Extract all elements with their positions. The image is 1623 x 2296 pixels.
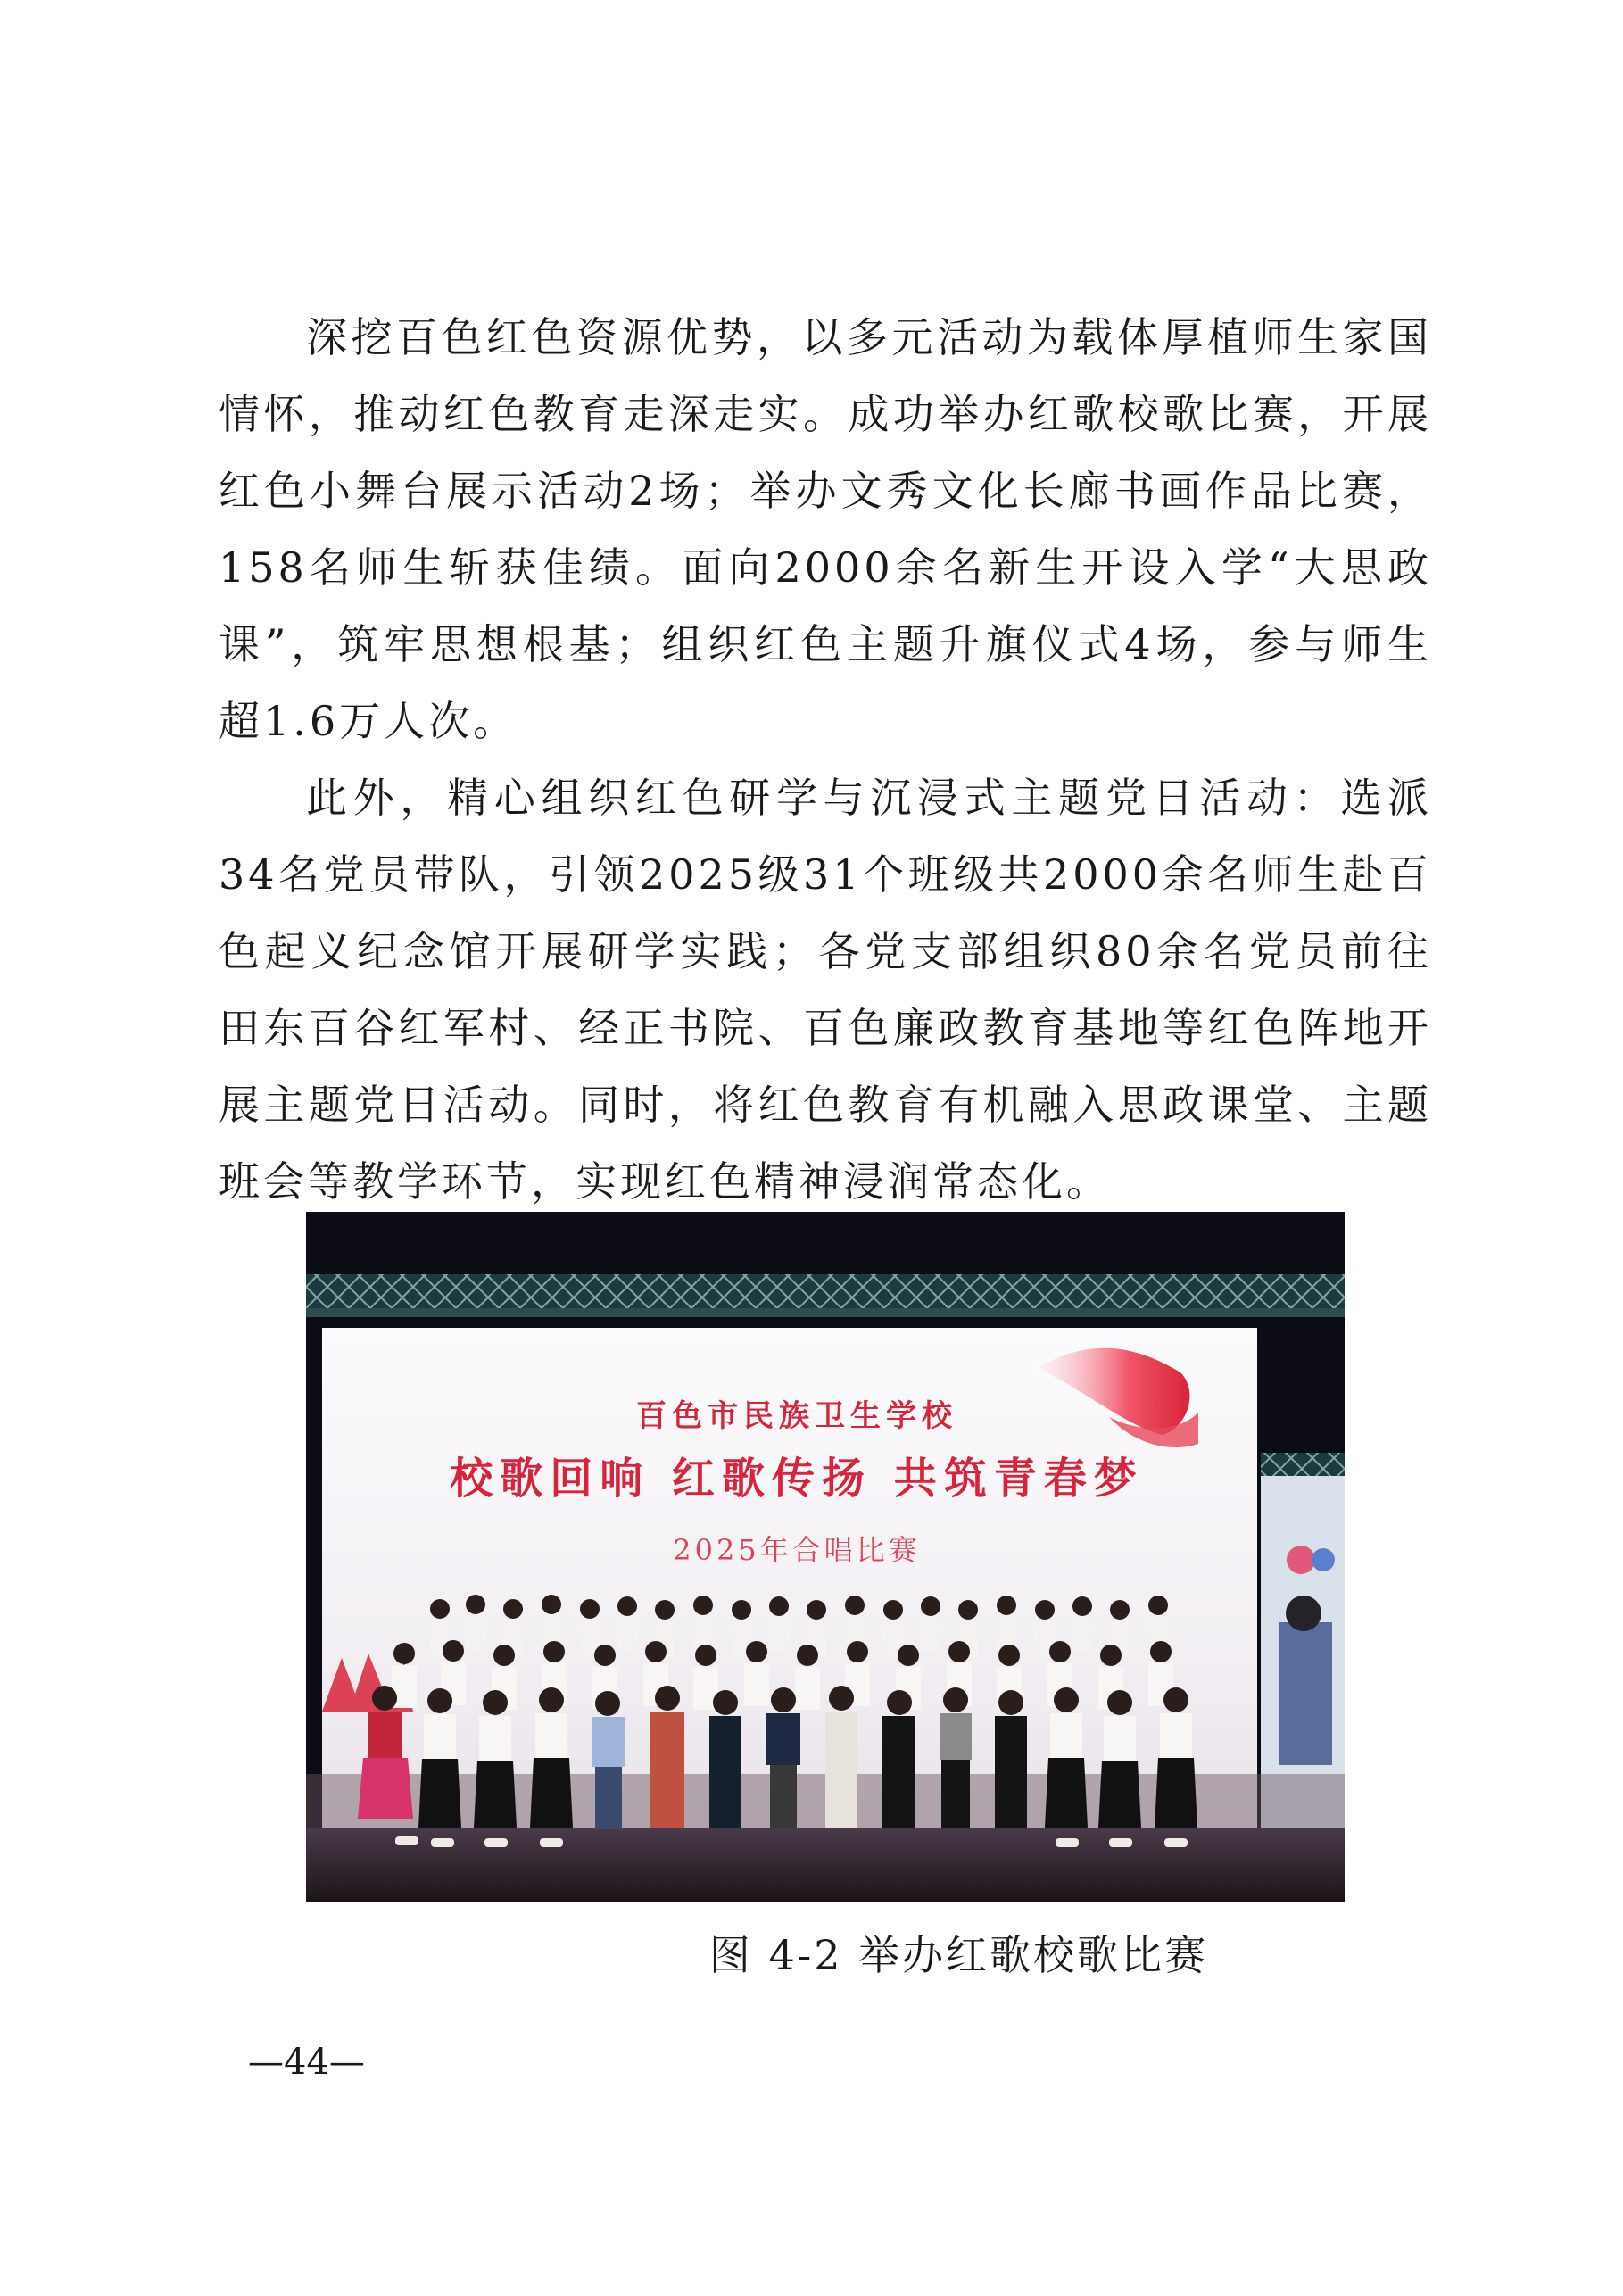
page-number: —44— [248,2042,365,2083]
paragraph-1: 深挖百色红色资源优势，以多元活动为载体厚植师生家国情怀，推动红色教育走深走实。成功举办红歌校歌比赛，开展红色小舞台展示活动2场；举办文秀文化长廊书画作品比赛，158名师生斩获佳绩。面向2000余名新生开设入学“大思政课”，筑牢思想根基；组织红色主题升旗仪式4场，参与师生超1.6万人次。 [219,313,1432,745]
stage-floor [306,1828,1345,1902]
banner-school: 百色市民族卫生学校 [636,1398,957,1434]
figure-caption: 图 4-2 举办红歌校歌比赛 [708,1931,1209,1979]
roof-eave [306,1274,1345,1310]
figure-photo [306,1212,1345,1902]
banner-event: 2025年合唱比赛 [673,1533,921,1567]
paragraph-2: 此外，精心组织红色研学与沉浸式主题党日活动：选派34名党员带队，引领2025级31个班级共2000余名师生赴百色起义纪念馆开展研学实践；各党支部组织80余名党员前往田东百谷红军村、经正书院、百色廉政教育基地等红色阵地开展主题党日活动。同时，将红色教育有机融入思政课堂、主题班会等教学环节，实现红色精神浸润常态化。 [219,774,1432,1206]
choir-photo [306,1212,1345,1902]
body-text [219,299,1432,1220]
banner-slogan: 校歌回响 红歌传扬 共筑青春梦 [450,1454,1144,1504]
